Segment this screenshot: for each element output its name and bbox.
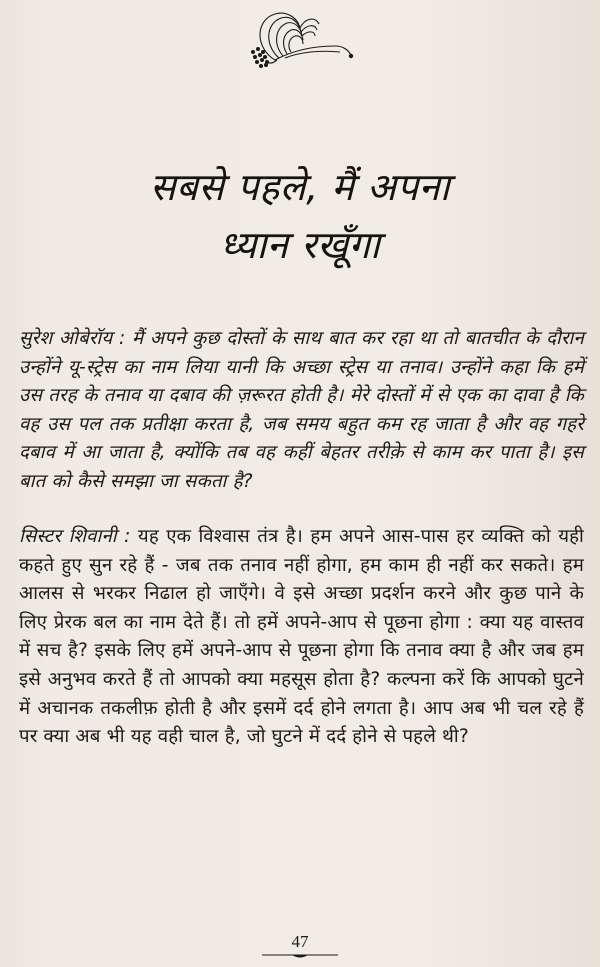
- paragraph-text: यह एक विश्वास तंत्र है। हम अपने आस-पास हर व्यक्ति को यही कहते हुए सुन रहे हैं - जब तक तनाव नहीं होगा, हम काम ही नहीं कर सकते। हम आलस से भरकर निढाल हो जाएँगे। वे इसे अच्छा प्रदर्शन करने और कुछ पाने के लिए प्रेरक बल का नाम देते हैं। तो हमें अपने-आप से पूछना होगा : क्या यह वास्तव में सच है? इसके लिए हमें अपने-आप से पूछना होगा कि तनाव क्या है और जब हम इसे अनुभव करते हैं तो आपको क्या महसूस होता है? कल्पना करें कि आपको घुटने में अचानक तकलीफ़ होती है और इसमें दर्द होने लगता है। आप अब भी चल रहे हैं पर क्या अब भी यह वही चाल है, जो घुटने में दर्द होने से पहले थी?: [19, 526, 584, 748]
- page-number-flourish-icon: [262, 953, 338, 959]
- speaker-name: सिस्टर शिवानी :: [19, 526, 131, 547]
- floral-ornament-icon: [245, 8, 355, 80]
- chapter-title-line1: सबसे पहले, मैं अपना: [149, 165, 451, 209]
- page-number: 47: [291, 932, 309, 951]
- paragraph-question: [19, 325, 584, 497]
- paragraph-answer: [19, 523, 584, 752]
- speaker-name: सुरेश ओबेरॉय :: [19, 328, 126, 349]
- chapter-title-line2: ध्यान रखूँगा: [219, 223, 381, 267]
- paragraph-text: मैं अपने कुछ दोस्तों के साथ बात कर रहा था तो बातचीत के दौरान उन्होंने यू-स्ट्रेस का नाम लिया यानी कि अच्छा स्ट्रेस या तनाव। उन्होंने कहा कि हमें उस तरह के तनाव या दबाव की ज़रूरत होती है। मेरे दोस्तों में से एक का दावा है कि वह उस पल तक प्रतीक्षा करता है, जब समय बहुत कम रह जाता है और वह गहरे दबाव में आ जाता है, क्योंकि तब वह कहीं बेहतर तरीक़े से काम कर पाता है। इस बात को कैसे समझा जा सकता है?: [19, 328, 584, 492]
- chapter-title: [0, 158, 600, 274]
